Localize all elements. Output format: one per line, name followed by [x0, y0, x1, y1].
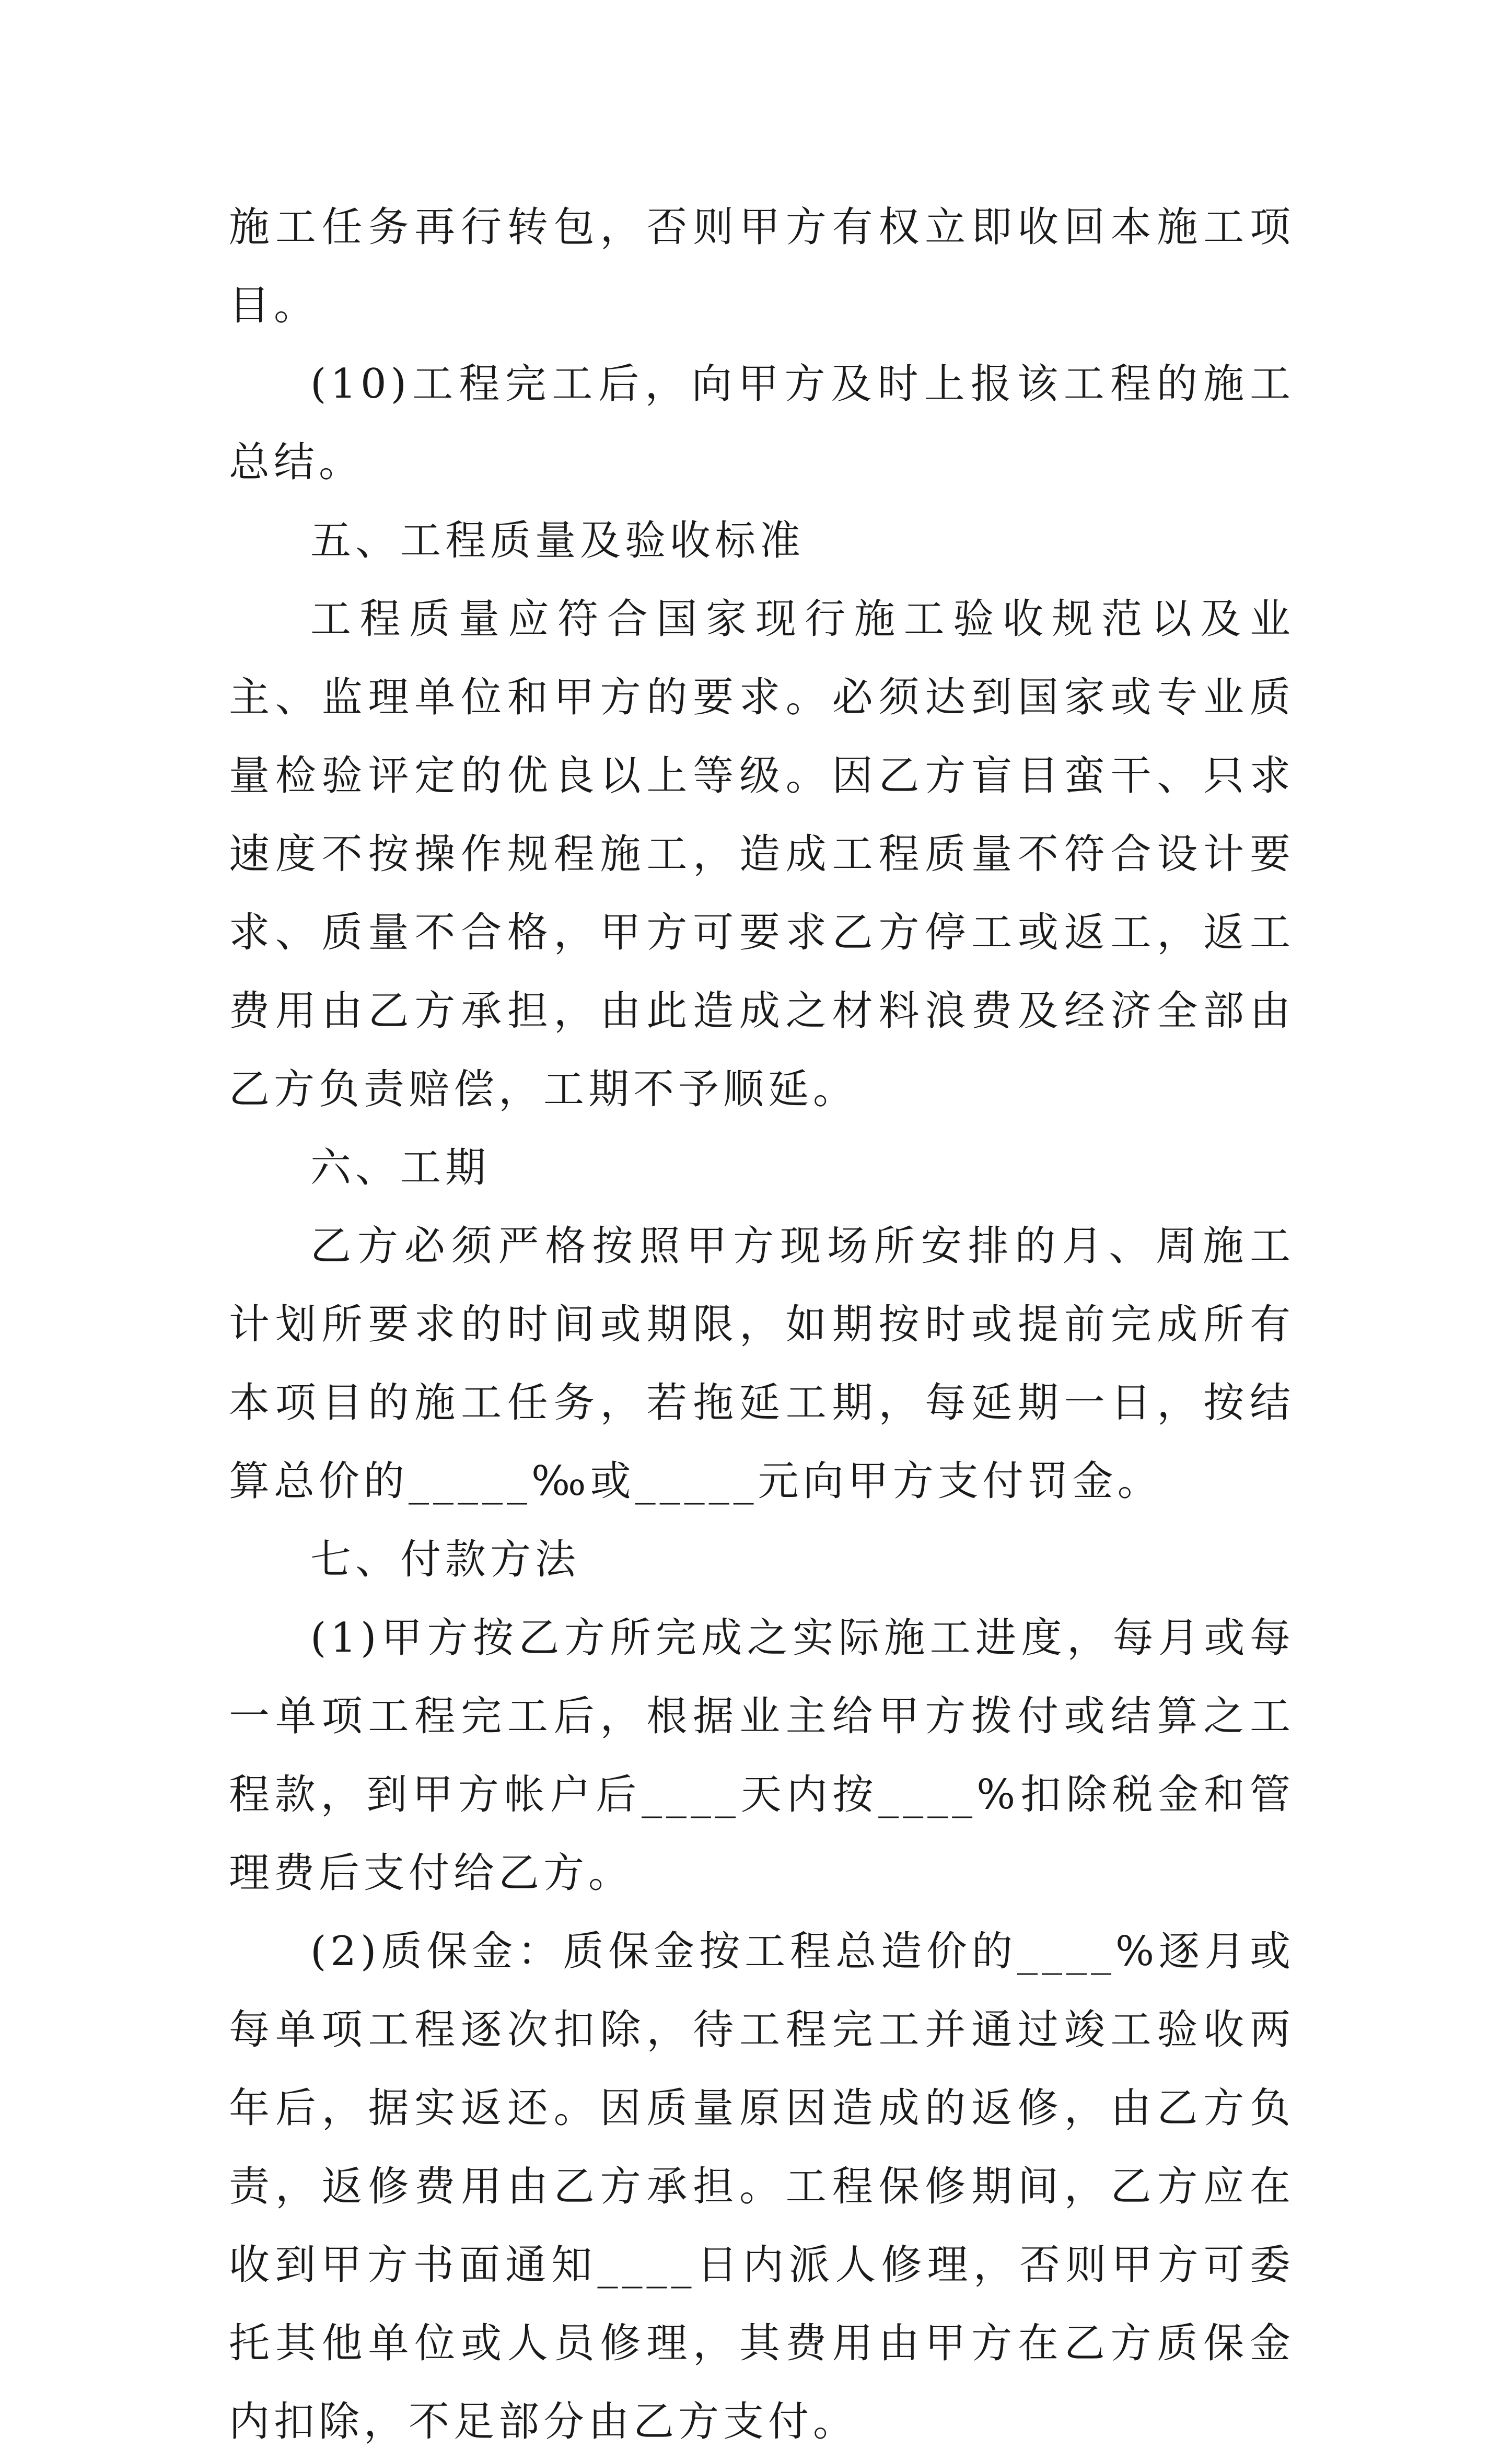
paragraph-schedule: 乙方必须严格按照甲方现场所安排的月、周施工计划所要求的时间或期限，如期按时或提前完成所有本项目的施工任务，若拖延工期，每延期一日，按结算总价的_____‰或_____元向甲方支付罚金。 — [229, 1223, 1295, 1505]
paragraph-quality: 工程质量应符合国家现行施工验收规范以及业主、监理单位和甲方的要求。必须达到国家或专业质量检验评定的优良以上等级。因乙方盲目蛮干、只求速度不按操作规程施工，造成工程质量不符合设计要求、质量不合格，甲方可要求乙方停工或返工，返工费用由乙方承担，由此造成之材料浪费及经济全部由乙方负责赔偿，工期不予顺延。 — [229, 596, 1295, 1113]
paragraph-continuation: 施工任务再行转包，否则甲方有权立即收回本施工项目。 — [229, 204, 1295, 329]
paragraph-item-10: (10)工程完工后，向甲方及时上报该工程的施工总结。 — [229, 361, 1295, 486]
document-page — [229, 188, 1295, 2461]
paragraph-payment-2: (2)质保金：质保金按工程总造价的____%逐月或每单项工程逐次扣除，待工程完工并通过竣工验收两年后，据实返还。因质量原因造成的返修，由乙方负责，返修费用由乙方承担。工程保修期间，乙方应在收到甲方书面通知____日内派人修理，否则甲方可委托其他单位或人员修理，其费用由甲方在乙方质保金内扣除，不足部分由乙方支付。 — [229, 1928, 1295, 2445]
section-heading-quality: 五、工程质量及验收标准 — [310, 517, 805, 564]
section-heading-schedule: 六、工期 — [310, 1144, 491, 1191]
section-heading-payment: 七、付款方法 — [310, 1536, 580, 1583]
paragraph-payment-1: (1)甲方按乙方所完成之实际施工进度，每月或每一单项工程完工后，根据业主给甲方拨付或结算之工程款，到甲方帐户后____天内按____%扣除税金和管理费后支付给乙方。 — [229, 1615, 1295, 1897]
